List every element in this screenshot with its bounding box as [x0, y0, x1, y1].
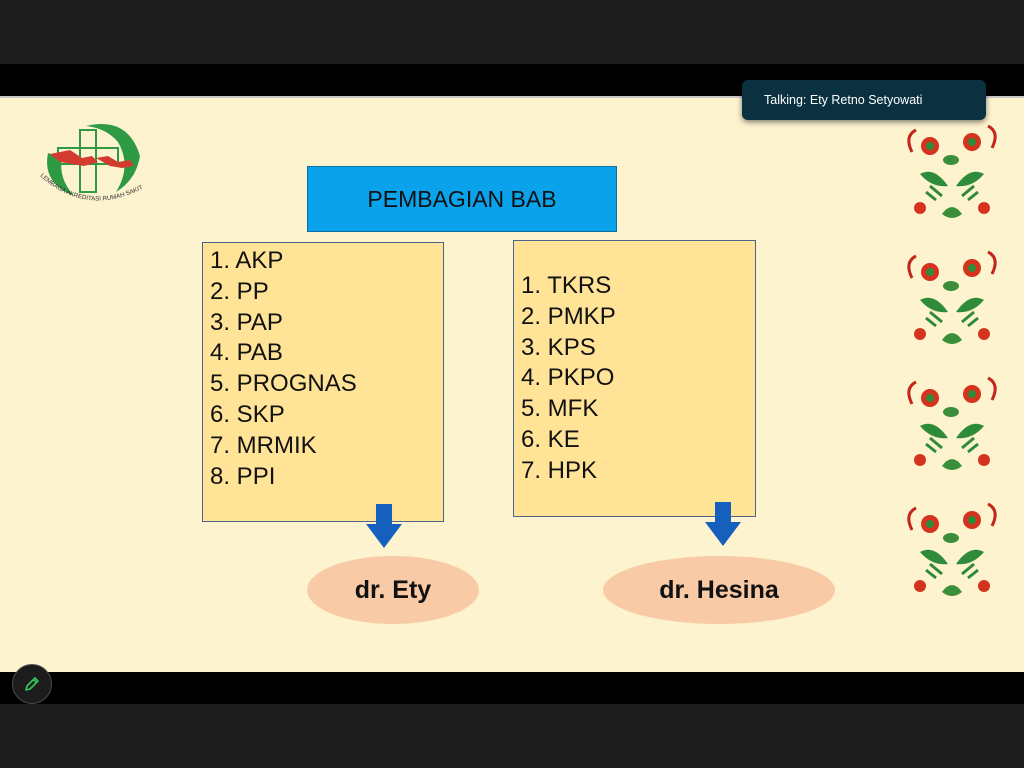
shared-slide [0, 96, 1024, 672]
list-item: 3. PAP [210, 308, 283, 336]
slide-title-text: PEMBAGIAN BAB [367, 185, 557, 212]
talking-indicator [742, 80, 986, 120]
pencil-icon [23, 675, 41, 693]
down-arrow-icon [366, 504, 402, 548]
chapter-list-right [513, 240, 756, 517]
list-item: 6. KE [521, 425, 580, 453]
down-arrow-icon [705, 502, 741, 546]
presenter-name: dr. Hesina [659, 575, 779, 604]
list-item: 5. PROGNAS [210, 370, 357, 398]
list-item: 2. PMKP [521, 302, 616, 330]
annotate-button[interactable] [12, 664, 52, 704]
list-item: 8. PPI [210, 462, 276, 490]
chapter-list-left [202, 242, 444, 522]
letterbox-bottom [0, 672, 1024, 704]
list-item: 4. PAB [210, 339, 283, 367]
presenter-name: dr. Ety [354, 575, 432, 604]
list-item: 4. PKPO [521, 364, 615, 392]
slide-title [307, 166, 617, 232]
list-item: 1. AKP [210, 247, 284, 274]
hospital-accreditation-logo-icon [36, 118, 148, 218]
list-item: 5. MFK [521, 395, 599, 423]
talking-indicator-text: Talking: Ety Retno Setyowati [764, 93, 923, 107]
list-item: 1. TKRS [521, 272, 612, 299]
bottom-bar [0, 704, 1024, 768]
list-item: 2. PP [210, 277, 269, 305]
list-item: 7. HPK [521, 456, 598, 484]
floral-border-icon [900, 96, 1010, 672]
presenter-label-left [307, 556, 479, 624]
list-item: 7. MRMIK [210, 431, 317, 459]
list-item: 6. SKP [210, 400, 285, 428]
logo-text: LEMBAGA AKREDITASI RUMAH SAKIT [38, 172, 144, 203]
list-item: 3. KPS [521, 333, 596, 361]
top-bar [0, 0, 1024, 64]
presenter-label-right [603, 556, 835, 624]
